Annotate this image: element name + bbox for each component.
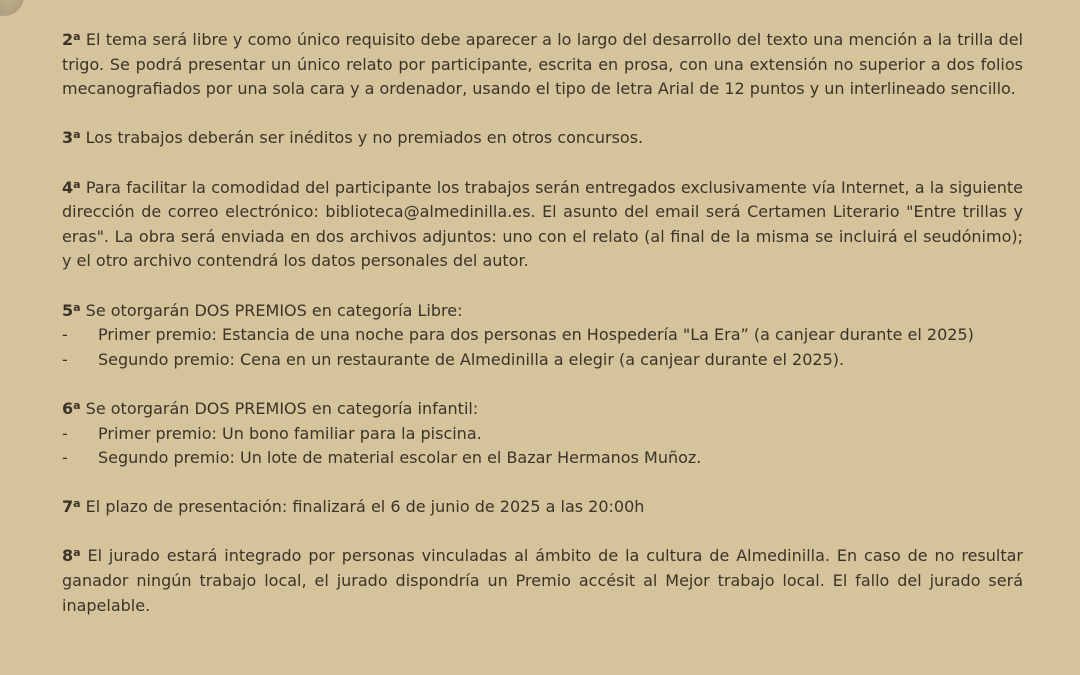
- prize-text: Primer premio: Estancia de una noche para dos personas en Hospedería "La Era” (a canjear durante el 2025): [98, 325, 974, 345]
- clause-7: [62, 495, 1023, 520]
- clause-number: 6$^a$: [62, 398, 81, 418]
- clause-number: 5$^a$: [62, 300, 81, 320]
- bullet-dash: -: [62, 349, 68, 369]
- bullet-dash: -: [62, 325, 68, 345]
- decorative-corner: [0, 0, 24, 16]
- prize-text: Segundo premio: Un lote de material escolar en el Bazar Hermanos Muñoz.: [98, 448, 702, 468]
- bullet-dash: -: [62, 448, 68, 468]
- clause-8: [62, 544, 1023, 618]
- rules-document: [62, 28, 1023, 618]
- clause-text: El tema será libre y como único requisito debe aparecer a lo largo del desarrollo del texto una mención a la trilla del trigo. Se podrá presentar un único relato por participante, escrita en prosa, con una extensión no superior a dos folios mecanografiados por una sola cara y a ordenador, usando el tipo de letra Arial de 12 puntos y un interlineado sencillo.: [62, 30, 1024, 99]
- clause-number: 3$^a$: [62, 128, 81, 148]
- prize-item: [62, 323, 1023, 348]
- clause-number: 8$^a$: [62, 546, 81, 566]
- clause-5: [62, 299, 1023, 373]
- clause-heading: [62, 397, 1023, 422]
- clause-text: Se otorgarán DOS PREMIOS en categoría Libre:: [85, 300, 463, 320]
- clause-text: Se otorgarán DOS PREMIOS en categoría infantil:: [85, 398, 479, 418]
- prize-item: [62, 422, 1023, 447]
- bullet-dash: -: [62, 423, 68, 443]
- prize-text: Segundo premio: Cena en un restaurante de Almedinilla a elegir (a canjear durante el 2025).: [98, 349, 845, 369]
- prize-item: [62, 446, 1023, 471]
- clause-text: Para facilitar la comodidad del participante los trabajos serán entregados exclusivamente vía Internet, a la siguiente dirección de correo electrónico: biblioteca@almedinilla.es. El asunto del email será Certamen Literario "Entre trillas y eras". La obra será enviada en dos archivos adjuntos: uno con el relato (al final de la misma se incluirá el seudónimo); y el otro archivo contendrá los datos personales del autor.: [62, 177, 1023, 271]
- clause-text: Los trabajos deberán ser inéditos y no premiados en otros concursos.: [85, 128, 644, 148]
- clause-heading: [62, 299, 1023, 324]
- clause-number: 7$^a$: [62, 497, 81, 517]
- clause-3: [62, 126, 1023, 151]
- clause-number: 4$^a$: [62, 177, 81, 197]
- clause-6: [62, 397, 1023, 471]
- prize-text: Primer premio: Un bono familiar para la piscina.: [98, 423, 482, 443]
- clause-2: [62, 28, 1023, 102]
- clause-text: El plazo de presentación: finalizará el 6 de junio de 2025 a las 20:00h: [85, 497, 645, 517]
- prize-item: [62, 348, 1023, 373]
- clause-text: El jurado estará integrado por personas vinculadas al ámbito de la cultura de Almedinilla. En caso de no resultar ganador ningún trabajo local, el jurado dispondría un Premio accésit al Mejor trabajo local. El fallo del jurado será inapelable.: [62, 546, 1024, 615]
- clause-4: [62, 176, 1023, 274]
- clause-number: 2$^a$: [62, 30, 81, 49]
